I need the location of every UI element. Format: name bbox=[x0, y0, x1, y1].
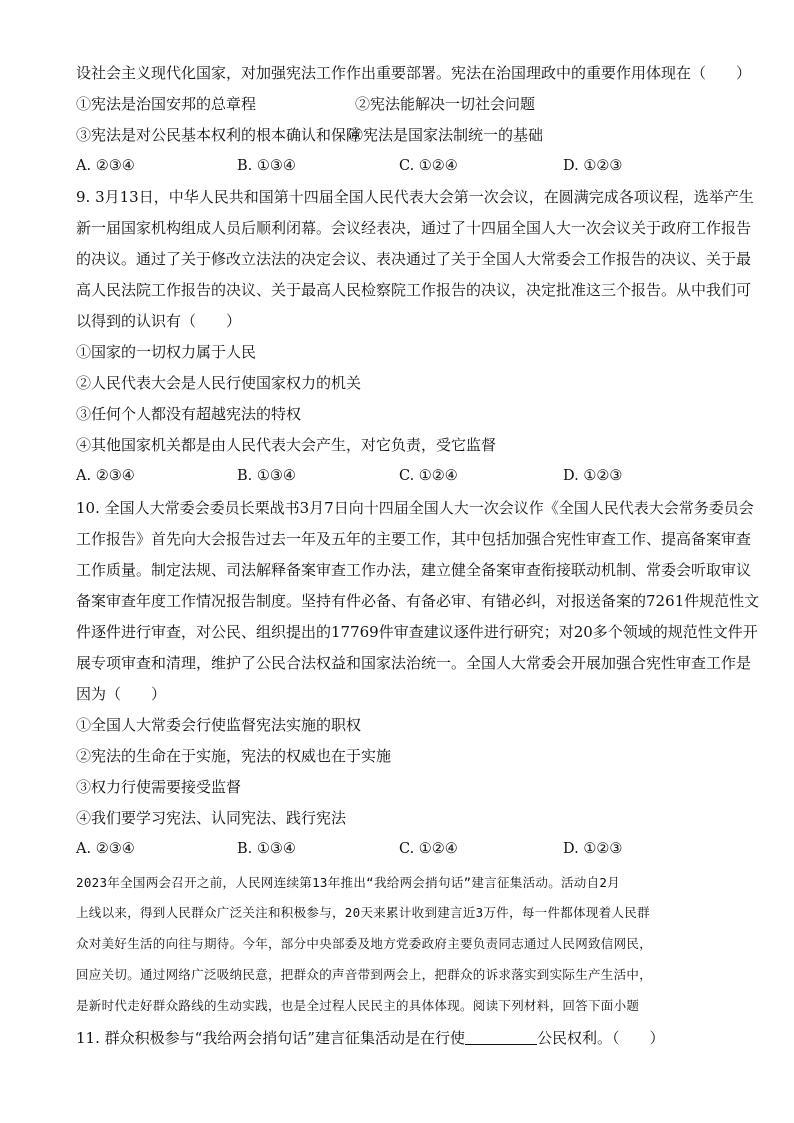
q8-option-4: ④宪法是国家法制统一的基础 bbox=[348, 126, 544, 144]
q9-choice-a: A. ②③④ bbox=[76, 468, 135, 484]
q10-stem-line-7: 因为（ ） bbox=[76, 685, 167, 703]
q10-choice-c: C. ①②④ bbox=[399, 841, 458, 857]
q9-choice-c: C. ①②④ bbox=[399, 468, 458, 484]
q8-choice-b: B. ①③④ bbox=[237, 158, 296, 174]
q9-option-4: ④其他国家机关都是由人民代表大会产生，对它负责，受它监督 bbox=[76, 436, 497, 454]
q8-answer-choices bbox=[76, 156, 716, 176]
q8-option-2: ②宪法能解决一切社会问题 bbox=[355, 95, 536, 113]
q9-stem-line-2: 新一届国家机构组成人员后顺利闭幕。会议经表决，通过了十四届全国人大一次会议关于政府工作报告 bbox=[76, 219, 752, 237]
q10-stem-line-3: 工作质量。制定法规、司法解释备案审查工作办法，建立健全备案审查衔接联动机制、常委会听取审议 bbox=[76, 561, 752, 579]
q10-answer-choices bbox=[76, 839, 716, 859]
q9-stem-line-3: 的决议。通过了关于修改立法法的决定会议、表决通过了关于全国人大常委会工作报告的决议、关于最 bbox=[76, 250, 752, 268]
q10-option-2: ②宪法的生命在于实施，宪法的权威也在于实施 bbox=[76, 747, 392, 765]
q8-options-row-2 bbox=[76, 125, 716, 145]
q8-option-3: ③宪法是对公民基本权利的根本确认和保障 bbox=[76, 126, 362, 144]
q11-answer-blank[interactable] bbox=[465, 1030, 537, 1045]
q10-stem-line-5: 件逐件进行审查，对公民、组织提出的17769件审查建议逐件进行研究；对20多个领域的规范性文件开 bbox=[76, 623, 758, 641]
q9-option-2: ②人民代表大会是人民行使国家权力的机关 bbox=[76, 374, 362, 392]
q10-choice-d: D. ①②③ bbox=[563, 841, 623, 857]
q10-option-1: ①全国人大常委会行使监督宪法实施的职权 bbox=[76, 716, 362, 734]
material-line-2: 上线以来，得到人民群众广泛关注和积极参与，20天来累计收到建言近3万件，每一件都体现着人民群 bbox=[76, 905, 650, 920]
q9-option-3: ③任何个人都没有超越宪法的特权 bbox=[76, 405, 302, 423]
q10-option-4: ④我们要学习宪法、认同宪法、践行宪法 bbox=[76, 809, 347, 827]
q9-stem-line-1: 9. 3月13日，中华人民共和国第十四届全国人民代表大会第一次会议，在圆满完成各项议程，选举产生 bbox=[76, 188, 754, 206]
material-line-1: 2023年全国两会召开之前，人民网连续第13年推出“我给两会捎句话”建言征集活动。活动自2月 bbox=[76, 875, 621, 890]
q10-stem-line-6: 展专项审查和清理，维护了公民合法权益和国家法治统一。全国人大常委会开展加强合宪性审查工作是 bbox=[76, 654, 752, 672]
q9-stem-line-5: 以得到的认识有（ ） bbox=[76, 312, 242, 330]
q8-option-1: ①宪法是治国安邦的总章程 bbox=[76, 95, 257, 113]
q10-stem-line-1: 10. 全国人大常委会委员长栗战书3月7日向十四届全国人大一次会议作《全国人民代表大会常务委员会 bbox=[76, 499, 754, 517]
q11-stem-after: 公民权利。（ ） bbox=[536, 1029, 665, 1047]
material-line-3: 众对美好生活的向往与期待。今年，部分中央部委及地方党委政府主要负责同志通过人民网致信网民， bbox=[76, 936, 653, 951]
q9-stem-line-4: 高人民法院工作报告的决议、关于最高人民检察院工作报告的决议，决定批准这三个报告。从中我们可 bbox=[76, 281, 752, 299]
q9-choice-d: D. ①②③ bbox=[563, 468, 623, 484]
material-line-5: 是新时代走好群众路线的生动实践，也是全过程人民民主的具体体现。阅读下列材料，回答下面小题 bbox=[76, 998, 640, 1013]
q8-choice-a: A. ②③④ bbox=[76, 158, 135, 174]
q10-choice-b: B. ①③④ bbox=[237, 841, 296, 857]
q8-choice-d: D. ①②③ bbox=[563, 158, 623, 174]
q11-stem bbox=[76, 1028, 664, 1048]
q10-option-3: ③权力行使需要接受监督 bbox=[76, 778, 242, 796]
q9-option-1: ①国家的一切权力属于人民 bbox=[76, 343, 257, 361]
q9-choice-b: B. ①③④ bbox=[237, 468, 296, 484]
q9-answer-choices bbox=[76, 466, 716, 486]
q8-options-row-1 bbox=[76, 94, 716, 114]
q8-stem-end: 设社会主义现代化国家，对加强宪法工作作出重要部署。宪法在治国理政中的重要作用体现在（ ） bbox=[76, 64, 752, 82]
q11-stem-before: 11. 群众积极参与“我给两会捎句话”建言征集活动是在行使 bbox=[76, 1029, 465, 1047]
q10-stem-line-4: 备案审查年度工作情况报告制度。坚持有件必备、有备必审、有错必纠，对报送备案的7261件规范性文 bbox=[76, 592, 760, 610]
q8-choice-c: C. ①②④ bbox=[399, 158, 458, 174]
material-line-4: 回应关切。通过网络广泛吸纳民意，把群众的声音带到两会上，把群众的诉求落实到实际生产生活中， bbox=[76, 967, 653, 982]
q10-choice-a: A. ②③④ bbox=[76, 841, 135, 857]
q10-stem-line-2: 工作报告》首先向大会报告过去一年及五年的主要工作，其中包括加强合宪性审查工作、提高备案审查 bbox=[76, 530, 752, 548]
